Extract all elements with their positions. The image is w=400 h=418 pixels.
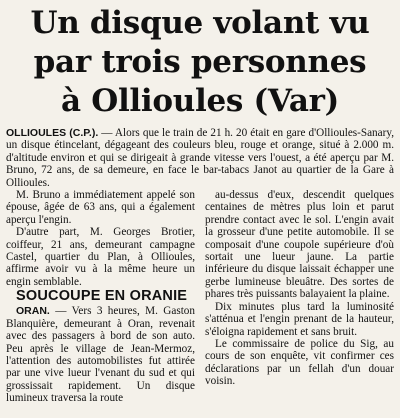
- headline-line-1: Un disque volant vu: [30, 5, 370, 41]
- oran-text: — Vers 3 heures, M. Gaston Blanquière, demeurant à Oran, revenait avec des passagers à bord de son auto. Peu après le village de Jean-Mermoz, l'attention des automobilistes fut attirée par une vive lueur l'venant du sud et qui grossissait rapidement. Un disque lumineux traversa la route: [6, 305, 195, 405]
- oran-dateline: ORAN.: [16, 305, 50, 318]
- lede-paragraph: [6, 127, 394, 189]
- paragraph-bruno: M. Bruno a immédiatement appelé son épouse, âgée de 63 ans, qui a également aperçu l'engin.: [6, 189, 195, 226]
- paragraph-dix-minutes: Dix minutes plus tard la luminosité s'atténua et l'engin prenant de la hauteur, s'éloigna rapidement et sans bruit.: [205, 300, 394, 338]
- paragraph-brotier: D'autre part, M. Georges Brotier, coiffeur, 21 ans, demeurant campagne Castel, quartier du Plan, à Ollioules, affirme avoir vu à la même heure un engin semblable.: [6, 226, 195, 288]
- column-left: [6, 189, 195, 405]
- headline-line-2: par trois personnes: [33, 44, 367, 80]
- paragraph-oran: [6, 305, 195, 404]
- headline: [6, 4, 394, 121]
- article-columns: [6, 189, 394, 405]
- lede-dateline: OLLIOULES (C.P.).: [6, 127, 99, 139]
- headline-line-3: à Ollioules (Var): [60, 83, 340, 119]
- column-right: [205, 189, 394, 405]
- paragraph-disque: au-dessus d'eux, descendit quelques centaines de mètres plus loin et parut prendre contact avec le sol. L'engin avait la grosseur d'une petite automobile. Il se composait d'une coupole supérieure d'où sortait une lueur jaune. La partie inférieure du disque laissait échapper une gerbe lumineuse bleuâtre. Des sortes de phares très puissants balayaient la plaine.: [205, 189, 394, 301]
- lede-text: — Alors que le train de 21 h. 20 était en gare d'Ollioules-Sanary, un disque étincelant, dégageant des couleurs bleu, rouge et orange, situé à 2.000 m. d'altitude environ et qui se dirigeait à grande vitesse vers l'ouest, a été aperçu par M. Bruno, 72 ans, de sa demeure, en face le bar-tabacs Janot au quartier de la Gare à Ollioules.: [6, 127, 394, 189]
- paragraph-commissaire: Le commissaire de police du Sig, au cours de son enquête, vit confirmer ces déclarations par un fellah d'un douar voisin.: [205, 337, 394, 388]
- subheading-oranie: SOUCOUPE EN ORANIE: [16, 288, 188, 305]
